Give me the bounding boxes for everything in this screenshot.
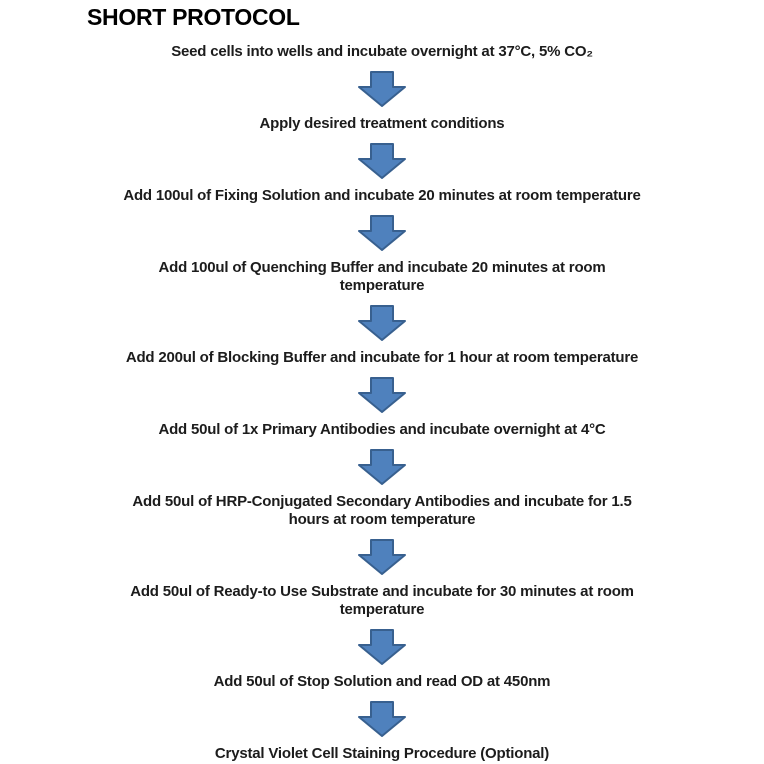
- protocol-flowchart: [0, 43, 764, 763]
- down-arrow-icon: [356, 449, 408, 485]
- step-text: [158, 259, 605, 295]
- step-text: [132, 493, 631, 529]
- down-arrow-icon: [356, 629, 408, 665]
- step-text: [215, 745, 549, 763]
- step-text-line: Add 200ul of Blocking Buffer and incubate for 1 hour at room temperature: [125, 349, 639, 366]
- step-text-line: Add 100ul of Fixing Solution and incubate 20 minutes at room temperature: [123, 187, 641, 204]
- step-text-line: Apply desired treatment conditions: [259, 115, 505, 132]
- down-arrow-icon: [356, 143, 408, 179]
- step-text: [158, 421, 605, 439]
- step-text-line: Add 100ul of Quenching Buffer and incubate 20 minutes at room: [158, 259, 606, 276]
- step-text-line: Add 50ul of HRP-Conjugated Secondary Antibodies and incubate for 1.5: [132, 493, 632, 510]
- step-text: [123, 187, 640, 205]
- step-text-line: Add 50ul of Stop Solution and read OD at 450nm: [213, 673, 551, 690]
- step-text-line: Add 50ul of 1x Primary Antibodies and incubate overnight at 4°C: [158, 421, 606, 438]
- down-arrow-icon: [356, 305, 408, 341]
- down-arrow-icon: [356, 71, 408, 107]
- down-arrow-icon: [356, 377, 408, 413]
- step-text: [260, 115, 505, 133]
- down-arrow-icon: [356, 539, 408, 575]
- step-text: [214, 673, 551, 691]
- step-text-line: temperature: [339, 601, 425, 618]
- down-arrow-icon: [356, 215, 408, 251]
- step-text: [171, 43, 593, 61]
- down-arrow-icon: [356, 701, 408, 737]
- step-text-line: Add 50ul of Ready-to Use Substrate and incubate for 30 minutes at room: [130, 583, 634, 600]
- step-text-line: Crystal Violet Cell Staining Procedure (Optional): [214, 745, 550, 762]
- step-text: [130, 583, 634, 619]
- step-text: [126, 349, 638, 367]
- step-text-line: temperature: [339, 277, 425, 294]
- protocol-title: SHORT PROTOCOL: [87, 4, 300, 30]
- step-text-line: hours at room temperature: [288, 511, 476, 528]
- step-text-line: Seed cells into wells and incubate overnight at 37°C, 5% CO₂: [171, 43, 593, 60]
